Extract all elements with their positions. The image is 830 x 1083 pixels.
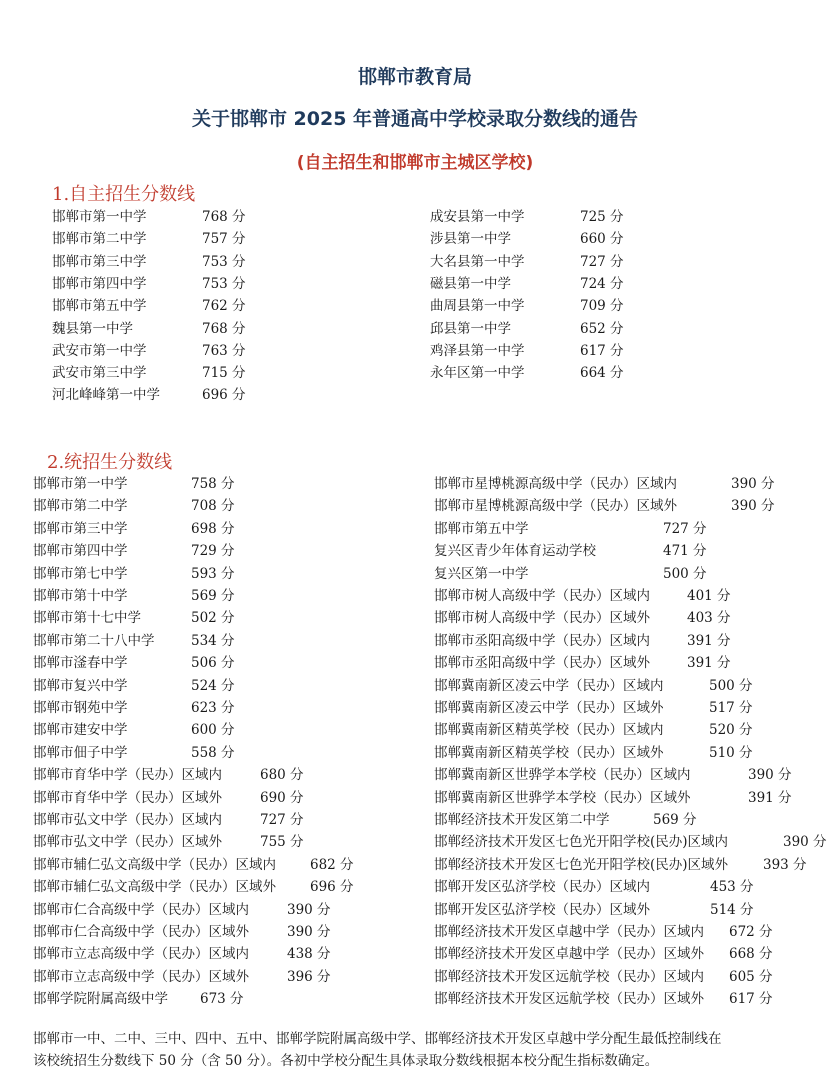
- cutoff-score: 506 分: [191, 655, 235, 672]
- score-row: [434, 875, 826, 897]
- score-row: [33, 741, 428, 763]
- cutoff-score: 696 分: [202, 387, 246, 404]
- school-name: 邯郸市第二中学: [52, 231, 147, 248]
- cutoff-score: 401 分: [687, 588, 731, 604]
- school-name: 邯郸市树人高级中学（民办）区域内: [434, 588, 650, 604]
- notice-title: 关于邯郸市 2025 年普通高中学校录取分数线的通告: [191, 108, 639, 130]
- cutoff-score: 660 分: [580, 231, 624, 248]
- score-row: [33, 494, 428, 516]
- cutoff-score: 727 分: [663, 520, 707, 537]
- score-row: [434, 830, 826, 852]
- school-name: 邯郸经济技术开发区七色光开阳学校(民办)区域内: [434, 834, 729, 851]
- cutoff-score: 517 分: [709, 700, 753, 716]
- school-name: 邯郸市钢苑中学: [33, 700, 128, 716]
- school-name: 邱县第一中学: [430, 320, 511, 337]
- cutoff-score: 569 分: [653, 812, 697, 828]
- cutoff-score: 502 分: [191, 610, 235, 627]
- cutoff-score: 623 分: [191, 700, 235, 716]
- cutoff-score: 690 分: [260, 789, 304, 806]
- score-row: [52, 361, 447, 383]
- cutoff-score: 391 分: [748, 789, 792, 806]
- school-name: 武安市第三中学: [52, 365, 147, 382]
- school-name: 邯郸市第五中学: [52, 298, 147, 315]
- school-name: 邯郸市辅仁弘文高级中学（民办）区域内: [33, 856, 276, 873]
- score-row: [434, 674, 826, 696]
- score-row: [52, 339, 447, 361]
- cutoff-score: 727 分: [260, 812, 304, 828]
- score-row: [52, 272, 447, 294]
- school-name: 邯郸冀南新区世骅学本学校（民办）区域内: [434, 767, 691, 784]
- school-name: 涉县第一中学: [430, 231, 511, 248]
- score-row: [52, 294, 447, 316]
- school-name: 永年区第一中学: [430, 365, 525, 382]
- cutoff-score: 715 分: [202, 365, 246, 382]
- cutoff-score: 593 分: [191, 565, 235, 582]
- school-name: 邯郸经济技术开发区卓越中学（民办）区域内: [434, 924, 704, 940]
- score-row: [434, 584, 826, 606]
- school-name: 邯郸市第一中学: [33, 476, 128, 492]
- school-name: 邯郸市第一中学: [52, 209, 147, 225]
- score-row: [434, 562, 826, 584]
- cutoff-score: 391 分: [687, 655, 731, 672]
- score-row: [33, 584, 428, 606]
- cutoff-score: 696 分: [310, 879, 354, 896]
- school-name: 邯郸市建安中学: [33, 722, 128, 739]
- score-row: [434, 920, 826, 942]
- cutoff-score: 524 分: [191, 677, 235, 694]
- school-name: 邯郸市仁合高级中学（民办）区域外: [33, 924, 249, 940]
- score-row: [434, 494, 826, 516]
- cutoff-score: 652 分: [580, 320, 624, 337]
- score-row: [434, 786, 826, 808]
- section-heading-autonomous: 1.自主招生分数线: [52, 184, 196, 205]
- score-row: [33, 853, 428, 875]
- school-name: 邯郸市第三中学: [52, 253, 147, 270]
- cutoff-score: 569 分: [191, 588, 235, 604]
- cutoff-score: 673 分: [200, 991, 244, 1008]
- cutoff-score: 724 分: [580, 275, 624, 292]
- school-name: 邯郸开发区弘济学校（民办）区域内: [434, 879, 650, 896]
- cutoff-score: 393 分: [763, 856, 807, 873]
- school-name: 成安县第一中学: [430, 209, 525, 225]
- school-name: 邯郸学院附属高级中学: [33, 991, 168, 1008]
- score-row: [430, 361, 826, 383]
- school-name: 邯郸市第二十八中学: [33, 632, 155, 649]
- school-name: 邯郸市第二中学: [33, 498, 128, 515]
- cutoff-score: 708 分: [191, 498, 235, 515]
- cutoff-score: 668 分: [729, 946, 773, 963]
- score-row: [33, 674, 428, 696]
- cutoff-score: 453 分: [710, 879, 754, 896]
- score-row: [434, 965, 826, 987]
- school-name: 邯郸市第四中学: [33, 543, 128, 560]
- school-name: 大名县第一中学: [430, 253, 525, 270]
- score-row: [33, 629, 428, 651]
- school-name: 邯郸经济技术开发区第二中学: [434, 812, 610, 828]
- score-row: [434, 539, 826, 561]
- cutoff-score: 617 分: [580, 342, 624, 359]
- school-name: 邯郸市仁合高级中学（民办）区域内: [33, 901, 249, 918]
- school-name: 河北峰峰第一中学: [52, 387, 160, 404]
- score-row: [33, 942, 428, 964]
- school-name: 邯郸市辅仁弘文高级中学（民办）区域外: [33, 879, 276, 896]
- cutoff-score: 438 分: [287, 946, 331, 963]
- score-row: [33, 808, 428, 830]
- score-row: [430, 227, 826, 249]
- score-row: [434, 696, 826, 718]
- school-name: 邯郸开发区弘济学校（民办）区域外: [434, 901, 650, 918]
- cutoff-score: 753 分: [202, 253, 246, 270]
- score-row: [434, 853, 826, 875]
- school-name: 邯郸经济技术开发区卓越中学（民办）区域外: [434, 946, 704, 963]
- footnote: [33, 1028, 823, 1072]
- school-name: 邯郸冀南新区精英学校（民办）区域内: [434, 722, 664, 739]
- cutoff-score: 390 分: [748, 767, 792, 784]
- school-name: 邯郸市第七中学: [33, 565, 128, 582]
- score-row: [434, 987, 826, 1009]
- school-name: 邯郸市星博桃源高级中学（民办）区域外: [434, 498, 677, 515]
- school-name: 邯郸市弘文中学（民办）区域内: [33, 812, 222, 828]
- cutoff-score: 672 分: [729, 924, 773, 940]
- cutoff-score: 510 分: [709, 744, 753, 761]
- cutoff-score: 664 分: [580, 365, 624, 382]
- cutoff-score: 729 分: [191, 543, 235, 560]
- school-name: 邯郸市育华中学（民办）区域外: [33, 789, 222, 806]
- score-row: [33, 539, 428, 561]
- footnote-line: 邯郸市一中、二中、三中、四中、五中、邯郸学院附属高级中学、邯郸经济技术开发区卓越中学分配生最低控制线在: [33, 1031, 722, 1047]
- score-row: [434, 763, 826, 785]
- cutoff-score: 605 分: [729, 968, 773, 985]
- score-row: [33, 965, 428, 987]
- cutoff-score: 709 分: [580, 298, 624, 315]
- score-row: [33, 562, 428, 584]
- school-name: 邯郸市第五中学: [434, 520, 529, 537]
- cutoff-score: 390 分: [731, 476, 775, 492]
- cutoff-score: 768 分: [202, 320, 246, 337]
- school-name: 邯郸经济技术开发区七色光开阳学校(民办)区域外: [434, 856, 729, 873]
- score-row: [434, 651, 826, 673]
- school-name: 邯郸市第三中学: [33, 520, 128, 537]
- cutoff-score: 558 分: [191, 744, 235, 761]
- cutoff-score: 763 分: [202, 342, 246, 359]
- cutoff-score: 725 分: [580, 209, 624, 225]
- notice-subtitle: (自主招生和邯郸市主城区学校): [296, 153, 534, 173]
- school-name: 邯郸市第十中学: [33, 588, 128, 604]
- score-row: [434, 472, 826, 494]
- score-row: [33, 786, 428, 808]
- school-name: 邯郸冀南新区凌云中学（民办）区域外: [434, 700, 664, 716]
- school-name: 邯郸市滏春中学: [33, 655, 128, 672]
- score-row: [33, 606, 428, 628]
- cutoff-score: 755 分: [260, 834, 304, 851]
- score-row: [52, 205, 447, 227]
- cutoff-score: 520 分: [709, 722, 753, 739]
- cutoff-score: 396 分: [287, 968, 331, 985]
- school-name: 邯郸冀南新区精英学校（民办）区域外: [434, 744, 664, 761]
- score-row: [434, 629, 826, 651]
- score-row: [52, 227, 447, 249]
- score-row: [434, 808, 826, 830]
- score-row: [52, 317, 447, 339]
- score-row: [430, 272, 826, 294]
- school-name: 邯郸经济技术开发区远航学校（民办）区域内: [434, 968, 704, 985]
- cutoff-score: 768 分: [202, 209, 246, 225]
- score-row: [33, 472, 428, 494]
- score-row: [33, 830, 428, 852]
- score-row: [434, 898, 826, 920]
- school-name: 魏县第一中学: [52, 320, 133, 337]
- school-name: 邯郸市育华中学（民办）区域内: [33, 767, 222, 784]
- score-row: [52, 383, 447, 405]
- score-row: [434, 718, 826, 740]
- school-name: 邯郸市立志高级中学（民办）区域内: [33, 946, 249, 963]
- school-name: 邯郸市星博桃源高级中学（民办）区域内: [434, 476, 677, 492]
- cutoff-score: 390 分: [783, 834, 827, 851]
- score-row: [33, 875, 428, 897]
- school-name: 复兴区第一中学: [434, 565, 529, 582]
- section-heading-unified: 2.统招生分数线: [47, 452, 173, 473]
- cutoff-score: 682 分: [310, 856, 354, 873]
- school-name: 曲周县第一中学: [430, 298, 525, 315]
- cutoff-score: 514 分: [710, 901, 754, 918]
- footnote-line: 该校统招生分数线下 50 分（含 50 分）。各初中学校分配生具体录取分数线根据本校分配生指标数确定。: [33, 1053, 659, 1069]
- score-row: [430, 205, 826, 227]
- issuer-title: 邯郸市教育局: [357, 66, 472, 88]
- score-row: [52, 250, 447, 272]
- school-name: 邯郸冀南新区世骅学本学校（民办）区域外: [434, 789, 691, 806]
- score-row: [33, 898, 428, 920]
- school-name: 邯郸市树人高级中学（民办）区域外: [434, 610, 650, 627]
- score-row: [434, 942, 826, 964]
- school-name: 邯郸经济技术开发区远航学校（民办）区域外: [434, 991, 704, 1008]
- cutoff-score: 391 分: [687, 632, 731, 649]
- score-row: [434, 606, 826, 628]
- score-row: [434, 517, 826, 539]
- score-row: [430, 294, 826, 316]
- score-row: [33, 763, 428, 785]
- cutoff-score: 762 分: [202, 298, 246, 315]
- cutoff-score: 753 分: [202, 275, 246, 292]
- school-name: 邯郸市立志高级中学（民办）区域外: [33, 968, 249, 985]
- score-row: [33, 920, 428, 942]
- cutoff-score: 758 分: [191, 476, 235, 492]
- school-name: 邯郸市佃子中学: [33, 744, 128, 761]
- cutoff-score: 727 分: [580, 253, 624, 270]
- school-name: 邯郸市第四中学: [52, 275, 147, 292]
- cutoff-score: 390 分: [731, 498, 775, 515]
- school-name: 武安市第一中学: [52, 342, 147, 359]
- school-name: 邯郸市复兴中学: [33, 677, 128, 694]
- cutoff-score: 534 分: [191, 632, 235, 649]
- cutoff-score: 390 分: [287, 901, 331, 918]
- cutoff-score: 617 分: [729, 991, 773, 1008]
- score-row: [430, 250, 826, 272]
- score-row: [33, 718, 428, 740]
- score-row: [430, 339, 826, 361]
- school-name: 邯郸市丞阳高级中学（民办）区域外: [434, 655, 650, 672]
- school-name: 邯郸冀南新区凌云中学（民办）区域内: [434, 677, 664, 694]
- score-row: [430, 317, 826, 339]
- score-row: [33, 696, 428, 718]
- cutoff-score: 390 分: [287, 924, 331, 940]
- cutoff-score: 500 分: [709, 677, 753, 694]
- cutoff-score: 500 分: [663, 565, 707, 582]
- cutoff-score: 698 分: [191, 520, 235, 537]
- school-name: 复兴区青少年体育运动学校: [434, 543, 596, 560]
- cutoff-score: 471 分: [663, 543, 707, 560]
- cutoff-score: 680 分: [260, 767, 304, 784]
- school-name: 磁县第一中学: [430, 275, 511, 292]
- score-row: [33, 651, 428, 673]
- score-row: [434, 741, 826, 763]
- cutoff-score: 403 分: [687, 610, 731, 627]
- school-name: 邯郸市弘文中学（民办）区域外: [33, 834, 222, 851]
- score-row: [33, 987, 428, 1009]
- cutoff-score: 600 分: [191, 722, 235, 739]
- school-name: 邯郸市第十七中学: [33, 610, 141, 627]
- school-name: 邯郸市丞阳高级中学（民办）区域内: [434, 632, 650, 649]
- school-name: 鸡泽县第一中学: [430, 342, 525, 359]
- score-row: [33, 517, 428, 539]
- cutoff-score: 757 分: [202, 231, 246, 248]
